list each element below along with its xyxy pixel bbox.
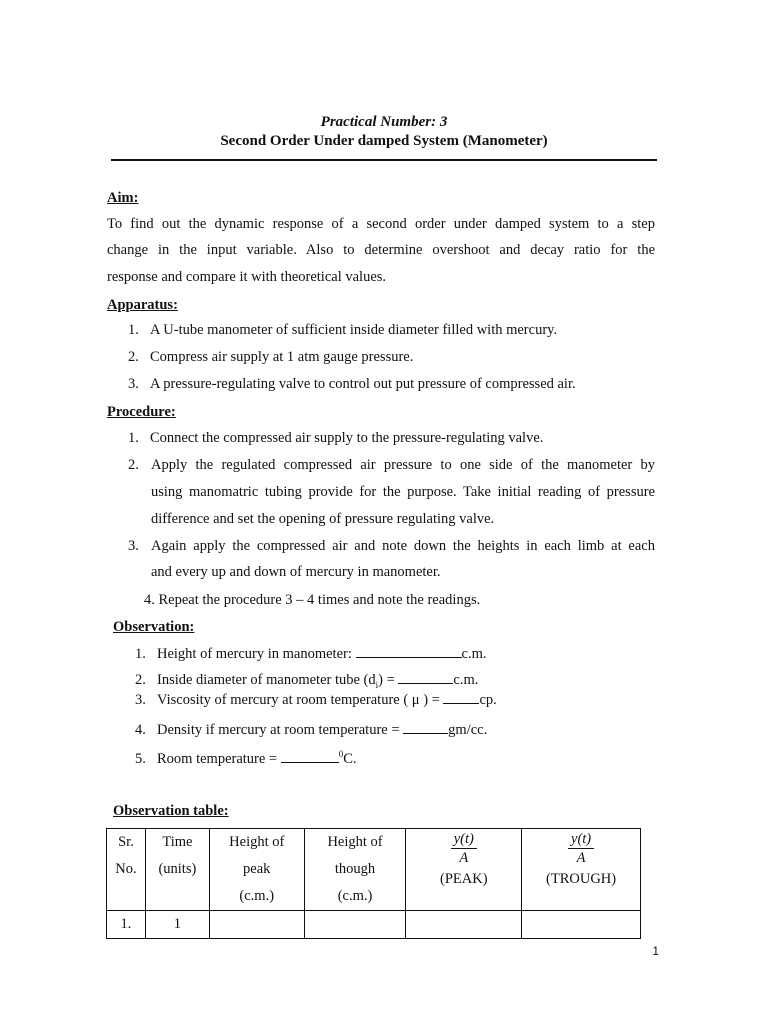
- aim-heading: Aim:: [107, 190, 139, 206]
- observation-item: [135, 692, 497, 709]
- aim-line-3: response and compare it with theoretical values.: [107, 269, 387, 285]
- apparatus-item: [128, 322, 557, 339]
- subscript: i: [375, 679, 379, 690]
- header-text: Height of: [327, 834, 383, 850]
- superscript: 0: [338, 749, 344, 759]
- list-text: Room temperature =: [157, 750, 281, 767]
- fraction-numerator: y(t): [451, 831, 477, 849]
- list-text: Viscosity of mercury at room temperature ( μ ) =: [157, 692, 444, 708]
- cell-ratio-peak: [406, 911, 522, 939]
- list-text: Compress air supply at 1 atm gauge pressure.: [150, 349, 414, 365]
- header-text: peak: [243, 861, 271, 877]
- list-number: 4.: [135, 722, 146, 738]
- fraction-numerator: y(t): [568, 831, 594, 849]
- procedure-item-line: and every up and down of mercury in manometer.: [151, 564, 441, 580]
- list-number: 3.: [128, 376, 139, 392]
- header-time: [145, 829, 209, 911]
- cell-sr: 1.: [107, 911, 146, 939]
- table-header-row: [107, 829, 641, 911]
- list-number: 3.: [135, 692, 146, 708]
- list-number: 1.: [128, 430, 139, 446]
- cell-ratio-trough: [522, 911, 641, 939]
- practical-title: Second Order Under damped System (Manometer): [220, 133, 548, 149]
- list-number: 2.: [128, 349, 139, 365]
- unit-text: cp.: [479, 692, 497, 708]
- list-number: 1.: [135, 646, 146, 662]
- unit-text: gm/cc.: [448, 722, 488, 738]
- fill-blank: [281, 761, 339, 763]
- list-text: A pressure-regulating valve to control out put pressure of compressed air.: [150, 376, 576, 392]
- header-text: (units): [158, 861, 197, 877]
- fraction-denominator: A: [576, 850, 586, 866]
- procedure-item-line: using manomatric tubing provide for the purpose. Take initial reading of pressure: [151, 484, 655, 500]
- procedure-item: [128, 430, 543, 447]
- cell-trough: [304, 911, 406, 939]
- apparatus-heading: Apparatus:: [107, 297, 178, 313]
- apparatus-item: [128, 376, 576, 393]
- list-text: Density if mercury at room temperature =: [157, 722, 404, 738]
- header-text: Sr.: [118, 834, 134, 850]
- procedure-heading: Procedure:: [107, 404, 176, 420]
- fill-blank: [403, 732, 448, 734]
- fill-blank: [443, 702, 479, 704]
- fill-blank: [398, 682, 453, 684]
- observation-table: [106, 828, 641, 939]
- header-text: (TROUGH): [546, 871, 617, 887]
- cell-time: 1: [145, 911, 209, 939]
- procedure-item-line: Apply the regulated compressed air pressure to one side of the manometer by: [151, 457, 655, 473]
- header-trough-height: [304, 829, 406, 911]
- fraction: [568, 831, 594, 867]
- list-text: ) =: [378, 672, 399, 688]
- header-ratio-trough: [522, 829, 641, 911]
- list-text: Inside diameter of manometer tube (d: [157, 672, 376, 688]
- list-number: 2.: [135, 672, 146, 688]
- header-text: though: [334, 861, 376, 877]
- observation-table-heading: Observation table:: [113, 803, 229, 819]
- table-row: [107, 911, 641, 939]
- aim-line-1: To find out the dynamic response of a second order under damped system to a step: [107, 216, 655, 232]
- observation-item: [135, 646, 486, 663]
- header-text: Time: [162, 834, 193, 850]
- list-text: Height of mercury in manometer:: [157, 646, 356, 662]
- list-text: A U-tube manometer of sufficient inside diameter filled with mercury.: [150, 322, 558, 338]
- header-sr: [107, 829, 146, 911]
- header-text: (c.m.): [239, 888, 275, 904]
- fraction-denominator: A: [459, 850, 469, 866]
- procedure-item-line: Again apply the compressed air and note down the heights in each limb at each: [151, 538, 655, 554]
- unit-text: c.m.: [461, 646, 487, 662]
- unit-text: C.: [343, 750, 357, 767]
- observation-item: [135, 672, 478, 690]
- observation-item: [135, 722, 487, 739]
- unit-text: c.m.: [453, 672, 479, 688]
- observation-heading: Observation:: [113, 619, 195, 635]
- page-number: 1: [652, 944, 659, 958]
- header-ratio-peak: [406, 829, 522, 911]
- apparatus-item: [128, 349, 413, 366]
- procedure-item-number: 2.: [128, 457, 139, 473]
- cell-peak: [209, 911, 304, 939]
- aim-line-2: change in the input variable. Also to determine overshoot and decay ratio for the: [107, 242, 655, 258]
- list-text: Connect the compressed air supply to the pressure-regulating valve.: [150, 430, 544, 446]
- fill-blank: [356, 656, 462, 658]
- list-number: 5.: [135, 750, 146, 767]
- list-number: 1.: [128, 322, 139, 338]
- header-text: (c.m.): [337, 888, 373, 904]
- header-text: (PEAK): [440, 871, 488, 887]
- procedure-item-4: 4. Repeat the procedure 3 – 4 times and note the readings.: [144, 592, 481, 608]
- title-divider: [111, 159, 657, 161]
- practical-number: Practical Number: 3: [320, 114, 448, 130]
- header-peak-height: [209, 829, 304, 911]
- procedure-item-number: 3.: [128, 538, 139, 554]
- fraction: [451, 831, 477, 867]
- procedure-item-line: difference and set the opening of pressure regulating valve.: [151, 511, 495, 527]
- header-text: Height of: [229, 834, 285, 850]
- header-text: No.: [115, 861, 137, 877]
- observation-item: [135, 749, 357, 768]
